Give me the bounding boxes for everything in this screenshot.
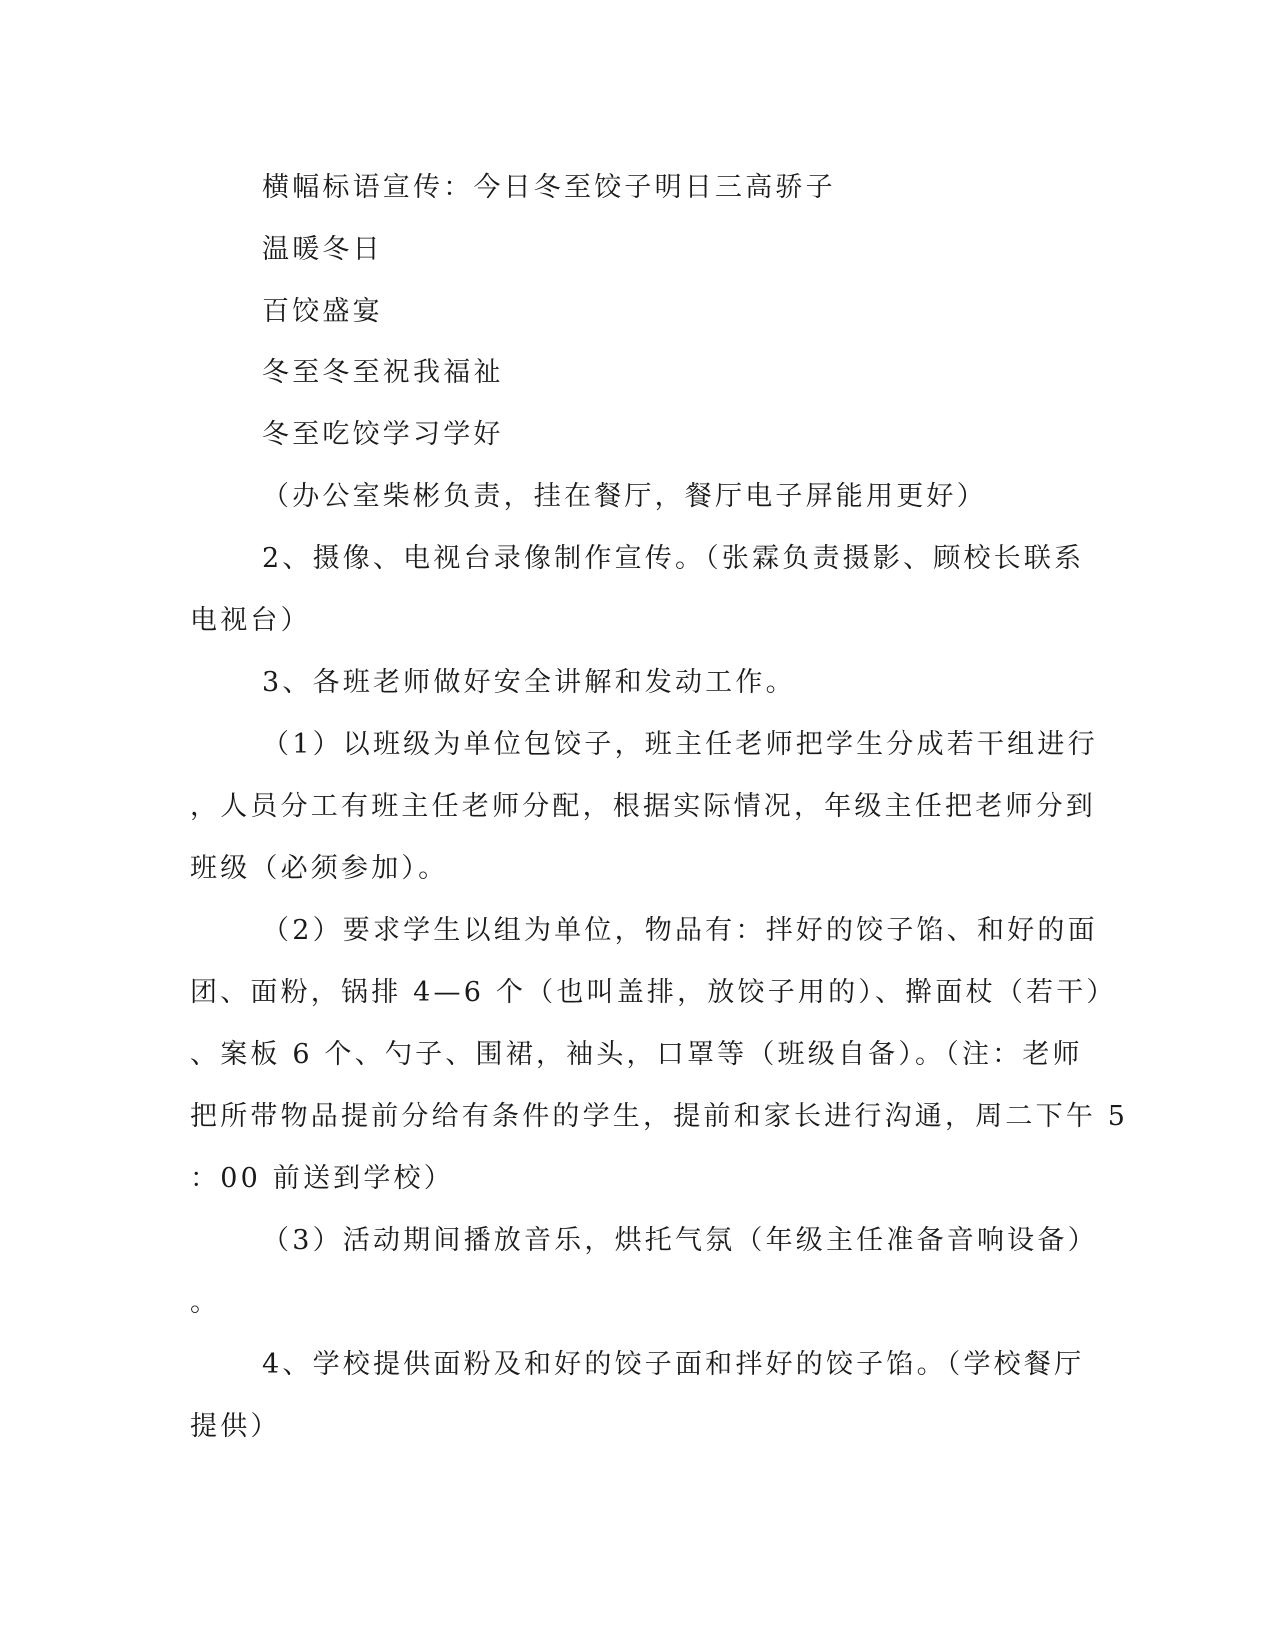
subitem-2-text-cont: ：00 前送到学校） bbox=[190, 1163, 454, 1194]
item-3-text: 3、各班老师做好安全讲解和发动工作。 bbox=[262, 667, 796, 698]
slogan-line: 冬至吃饺学习学好 bbox=[262, 419, 504, 450]
subitem-2-text-cont: 把所带物品提前分给有条件的学生，提前和家长进行沟通，周二下午 5 bbox=[190, 1101, 1129, 1132]
slogan-line: 百饺盛宴 bbox=[262, 296, 383, 327]
subitem-1-text-cont: 班级（必须参加）。 bbox=[190, 853, 449, 884]
slogan-heading: 横幅标语宣传：今日冬至饺子明日三高骄子 bbox=[262, 172, 836, 203]
subitem-1-text: （1）以班级为单位包饺子，班主任老师把学生分成若干组进行 bbox=[262, 729, 1098, 760]
subitem-2-text-cont: 、案板 6 个、勺子、围裙，袖头，口罩等（班级自备）。（注：老师 bbox=[190, 1039, 1083, 1070]
subitem-3-text-cont: 。 bbox=[190, 1287, 221, 1318]
subitem-1-text-cont: ，人员分工有班主任老师分配，根据实际情况，年级主任把老师分到 bbox=[190, 791, 1096, 822]
item-4-text-cont: 提供） bbox=[190, 1411, 281, 1442]
item-2-text-cont: 电视台） bbox=[190, 605, 311, 636]
subitem-2-text-cont: 团、面粉，锅排 4—6 个（也叫盖排，放饺子用的）、擀面杖（若干） bbox=[190, 977, 1117, 1008]
slogan-line: 冬至冬至祝我福祉 bbox=[262, 357, 504, 388]
subitem-3-text: （3）活动期间播放音乐，烘托气氛（年级主任准备音响设备） bbox=[262, 1225, 1098, 1256]
item-2-text: 2、摄像、电视台录像制作宣传。（张霖负责摄影、顾校长联系 bbox=[262, 543, 1085, 574]
slogan-line: 温暖冬日 bbox=[262, 234, 383, 265]
responsibility-note: （办公室柴彬负责，挂在餐厅，餐厅电子屏能用更好） bbox=[262, 481, 987, 512]
subitem-2-text: （2）要求学生以组为单位，物品有：拌好的饺子馅、和好的面 bbox=[262, 915, 1098, 946]
item-4-text: 4、学校提供面粉及和好的饺子面和拌好的饺子馅。（学校餐厅 bbox=[262, 1349, 1085, 1380]
